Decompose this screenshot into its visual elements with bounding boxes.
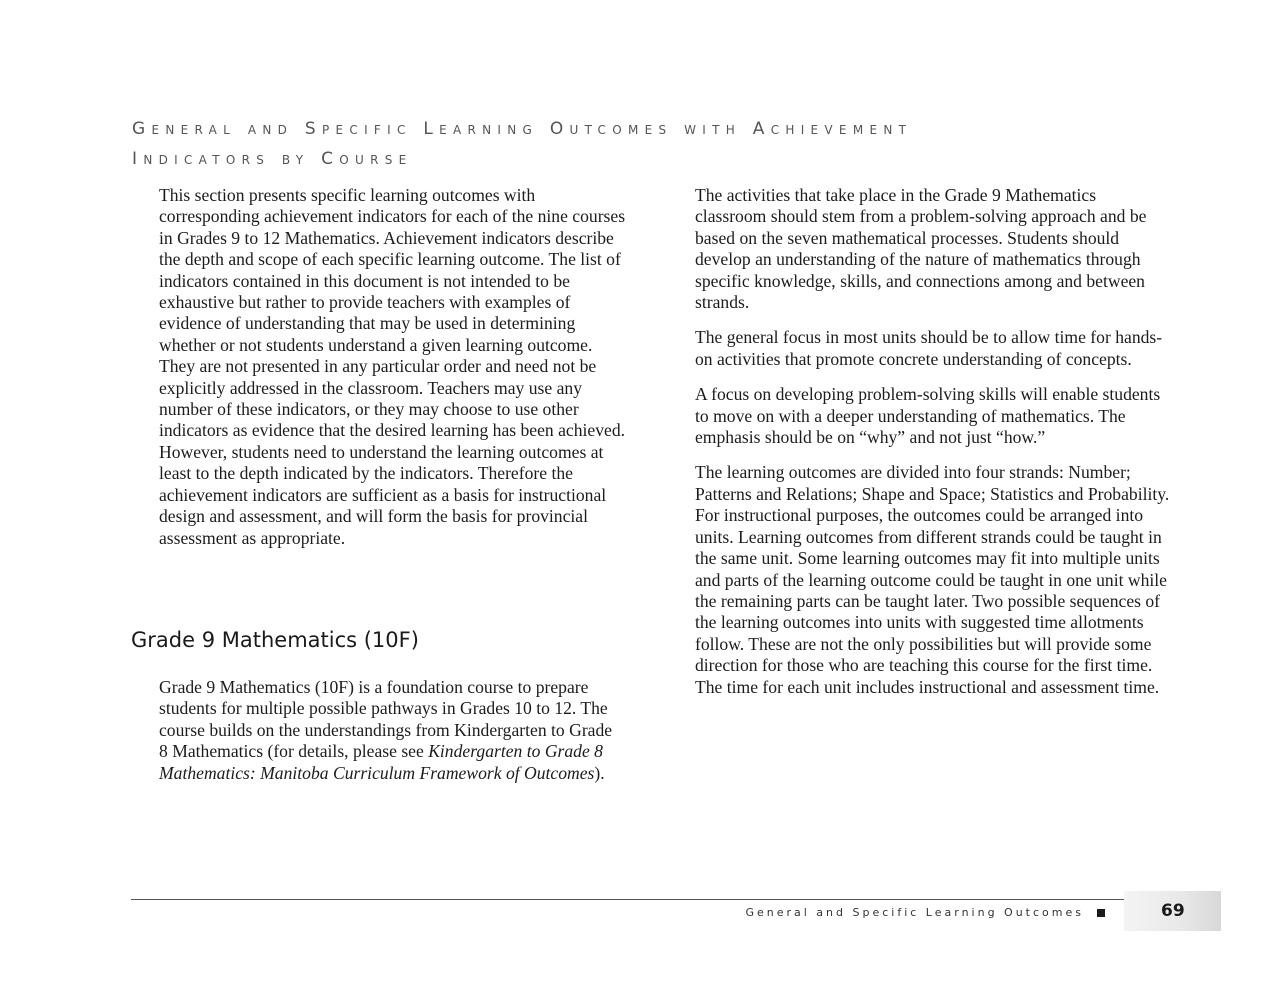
body-paragraph: The general focus in most units should be to allow time for hands-on activities that promote concrete understanding of concepts. <box>695 327 1163 369</box>
body-paragraph: The activities that take place in the Grade 9 Mathematics classroom should stem from a problem-solving approach and be based on the seven mathematical processes. Students should develop an understanding of the nature of mathematics through specific knowledge, skills, and connections among and between strands. <box>695 185 1147 313</box>
intro-paragraph: This section presents specific learning outcomes with corresponding achievement indicators for each of the nine courses in Grades 9 to 12 Mathematics. Achievement indicators describe the depth and scope of each specific learning outcome. The list of indicators contained in this document is not intended to be exhaustive but rather to provide teachers with examples of evidence of understanding that may be used in determining whether or not students understand a given learning outcome. They are not presented in any particular order and need not be explicitly addressed in the classroom. Teachers may use any number of these indicators, or they may choose to use other indicators as evidence that the desired learning has been achieved. However, students need to understand the learning outcomes at least to the depth indicated by the indicators. Therefore the achievement indicators are sufficient as a basis for instructional design and assessment, and will form the basis for provincial assessment as appropriate. <box>159 185 626 548</box>
footer-square-icon <box>1097 909 1105 917</box>
grade-9-description-text: Grade 9 Mathematics (10F) is a foundation course to prepare students for multiple possible pathways in Grades 10 to 12. The course builds on the understandings from Kindergarten to Grade 8 Mathematics (for details, please see <box>159 677 613 762</box>
body-paragraph: The learning outcomes are divided into four strands: Number; Patterns and Relations; Shape and Space; Statistics and Probability. For instructional purposes, the outcomes could be arranged into units. Learning outcomes from different strands could be taught in the same unit. Some learning outcomes may fit into multiple units and parts of the learning outcome could be taught in one unit while the remaining parts can be taught later. Two possible sequences of the learning outcomes into units with suggested time allotments follow. These are not the only possibilities but will provide some direction for those who are teaching this course for the first time. The time for each unit includes instructional and assessment time. <box>695 462 1170 697</box>
page-number: 69 <box>1161 901 1185 921</box>
page-title <box>132 114 1192 174</box>
right-column <box>695 185 1170 712</box>
grade-9-description-end: ). <box>594 762 605 783</box>
page-title-line-1: General and Specific Learning Outcomes with Achievement <box>132 119 913 139</box>
footer-divider <box>131 899 1127 900</box>
grade-9-description-paragraph <box>159 677 624 784</box>
curriculum-reference-title: Kindergarten to Grade 8 Mathematics: Manitoba Curriculum Framework of Outcomes <box>159 741 603 783</box>
page-title-line-2: Indicators by Course <box>132 149 413 169</box>
footer-running-title: General and Specific Learning Outcomes <box>745 906 1084 919</box>
body-paragraph: A focus on developing problem-solving skills will enable students to move on with a deeper understanding of mathematics. The emphasis should be on “why” and not just “how.” <box>695 384 1161 448</box>
section-heading: Grade 9 Mathematics (10F) <box>131 628 419 652</box>
